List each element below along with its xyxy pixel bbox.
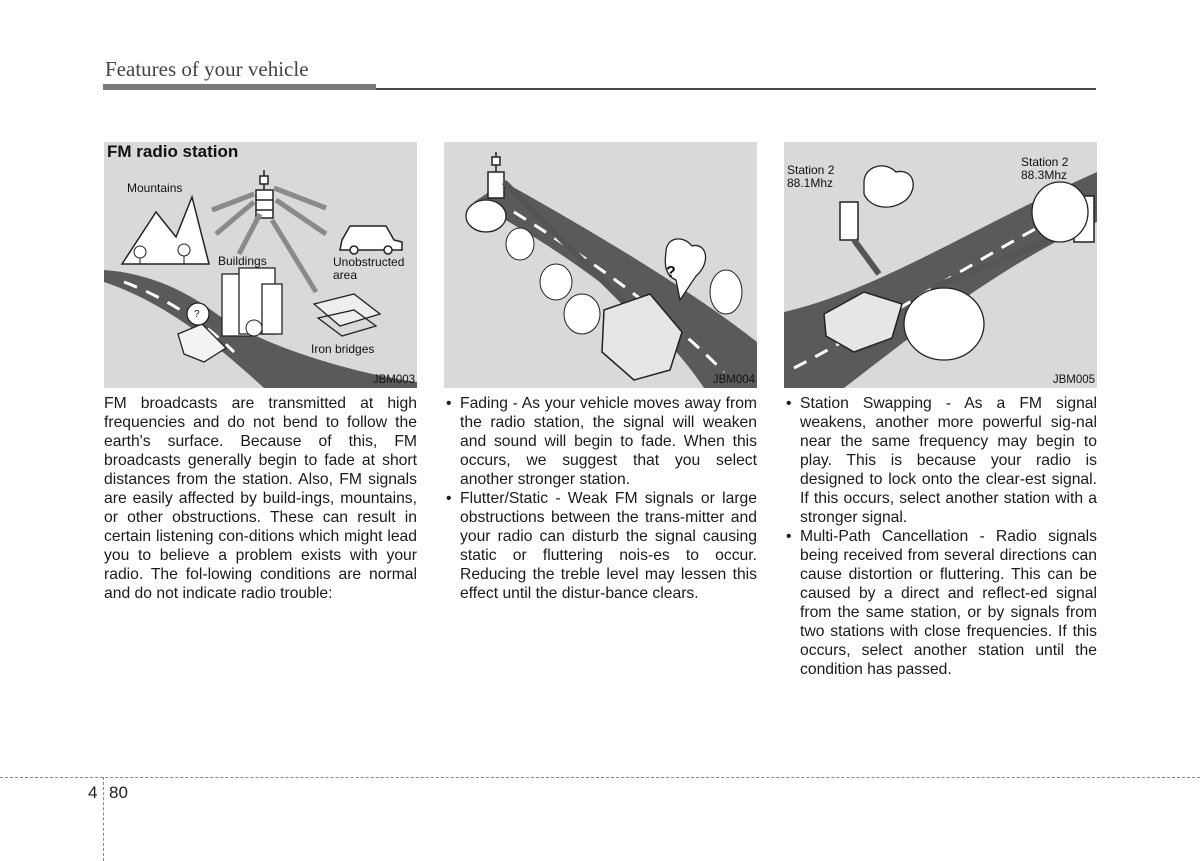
figure-heading: FM radio station [107,142,239,161]
label-station-right: Station 2 [1021,155,1069,169]
label-buildings: Buildings [218,254,267,268]
chapter-number: 4 [88,783,98,802]
label-freq-right: 88.3Mhz [1021,168,1068,182]
bullet-list [784,394,1097,679]
fading-illustration [444,142,757,388]
column-3 [784,142,1097,679]
header-rule-accent [103,84,376,90]
footer-rule [0,777,1200,778]
bullet-station-swapping: • Station Swapping - As a FM signal weakens, another more powerful sig-nal near the same frequency may begin to play. This is because your radio is designed to lock onto the clear-est signal. If this occurs, select another station with a stronger signal. [784,394,1097,527]
label-freq-left: 88.1Mhz [787,176,834,190]
question-bubble: ? [666,264,676,281]
column-1 [104,142,417,603]
label-station-left: Station 2 [787,163,835,177]
bullet-multipath-cancellation: • Multi-Path Cancellation - Radio signals being received from several directions can cause distortion or fluttering. This can be caused by a direct and reflect-ed signal from the same station, or by signals from two stations with close frequencies. If this occurs, select another station until the condition has passed. [784,527,1097,679]
label-mountains: Mountains [127,181,183,195]
figure-fm-radio-station [104,142,417,388]
figure-station-swapping [784,142,1097,388]
label-unobstructed-area: Unobstructed area [333,255,405,282]
figure-code: JBM005 [1052,374,1095,386]
bullet-flutter-static: • Flutter/Static - Weak FM signals or large obstructions between the trans-mitter and your radio can disturb the signal causing static or fluttering nois-es to occur. Reducing the treble level may lessen this effect until the distur-bance clears. [444,489,757,603]
question-bubble: ? [194,309,200,320]
figure-fading [444,142,757,388]
page-header-title: Features of your vehicle [105,57,309,81]
intro-paragraph: FM broadcasts are transmitted at high frequencies and do not bend to follow the earth's surface. Because of this, FM broadcasts generally begin to fade at short distances from the station. Also, FM signals are easily affected by build-ings, mountains, or other obstructions. These can result in certain listening con-ditions which might lead you to believe a problem exists with your radio. The fol-lowing conditions are normal and do not indicate radio trouble: [104,395,417,602]
label-iron-bridges: Iron bridges [311,342,375,356]
bullet-list [444,394,757,603]
column-2 [444,142,757,603]
page-number: 80 [109,783,128,802]
header-rule [376,88,1096,90]
footer-divider [103,777,104,861]
figure-code: JBM004 [712,374,755,386]
figure-code: JBM003 [372,374,415,386]
bullet-fading: • Fading - As your vehicle moves away from the radio station, the signal will weaken and sound will begin to fade. When this occurs, we suggest that you select another stronger station. [444,394,757,489]
